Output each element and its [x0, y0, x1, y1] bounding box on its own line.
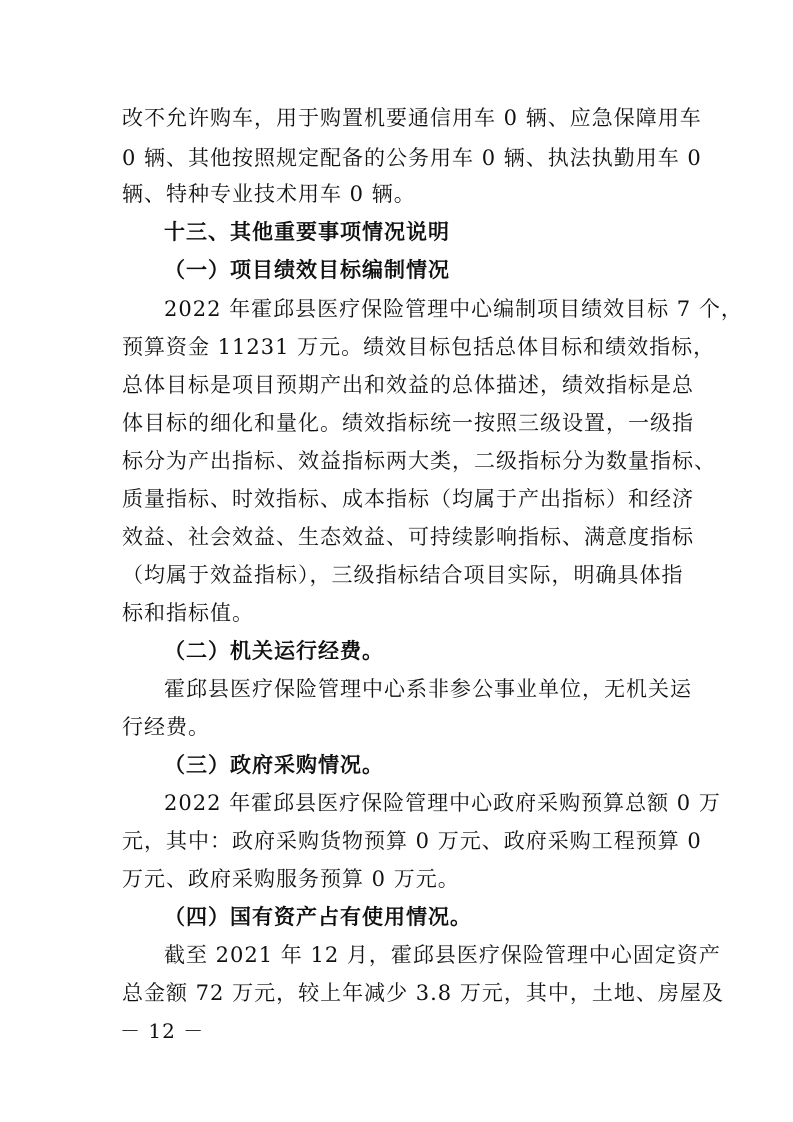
- body-text-line: 0 辆、其他按照规定配备的公务用车 0 辆、执法执勤用车 0: [122, 146, 702, 170]
- body-text-line: 效益、社会效益、生态效益、可持续影响指标、满意度指标: [122, 525, 694, 549]
- body-text-line: 标分为产出指标、效益指标两大类，二级指标分为数量指标、: [122, 449, 716, 473]
- body-text-line: 标和指标值。: [122, 601, 254, 625]
- subsection-heading: （一）项目绩效目标编制情况: [164, 258, 450, 282]
- subsection-heading: （二）机关运行经费。: [164, 639, 384, 663]
- subsection-heading: （三）政府采购情况。: [164, 753, 384, 777]
- body-text-line: 辆、特种专业技术用车 0 辆。: [122, 182, 416, 206]
- body-text-line: 总体目标是项目预期产出和效益的总体描述，绩效指标是总: [122, 373, 694, 397]
- paragraph-first-line: 2022 年霍邱县医疗保险管理中心政府采购预算总额 0 万: [164, 791, 721, 815]
- paragraph-first-line: 截至 2021 年 12 月，霍邱县医疗保险管理中心固定资产: [164, 943, 721, 967]
- paragraph-first-line: 2022 年霍邱县医疗保险管理中心编制项目绩效目标 7 个，: [164, 297, 743, 321]
- body-text-line: 万元、政府采购服务预算 0 万元。: [122, 867, 460, 891]
- subsection-heading: （四）国有资产占有使用情况。: [164, 905, 472, 929]
- paragraph-first-line: 霍邱县医疗保险管理中心系非参公事业单位，无机关运: [164, 677, 692, 701]
- body-text-line: 行经费。: [122, 715, 210, 739]
- body-text-line: 总金额 72 万元，较上年减少 3.8 万元，其中，土地、房屋及: [122, 981, 724, 1005]
- page-number: － 12 －: [120, 1019, 205, 1043]
- body-text-line: 元，其中：政府采购货物预算 0 万元、政府采购工程预算 0: [122, 829, 702, 853]
- body-text-line: 预算资金 11231 万元。绩效目标包括总体目标和绩效指标，: [122, 335, 716, 359]
- body-text-line: 改不允许购车，用于购置机要通信用车 0 辆、应急保障用车: [122, 106, 702, 130]
- body-text-line: 体目标的细化和量化。绩效指标统一按照三级设置，一级指: [122, 411, 694, 435]
- section-heading: 十三、其他重要事项情况说明: [164, 220, 450, 244]
- body-text-line: （均属于效益指标），三级指标结合项目实际，明确具体指: [122, 563, 684, 587]
- body-text-line: 质量指标、时效指标、成本指标（均属于产出指标）和经济: [122, 487, 694, 511]
